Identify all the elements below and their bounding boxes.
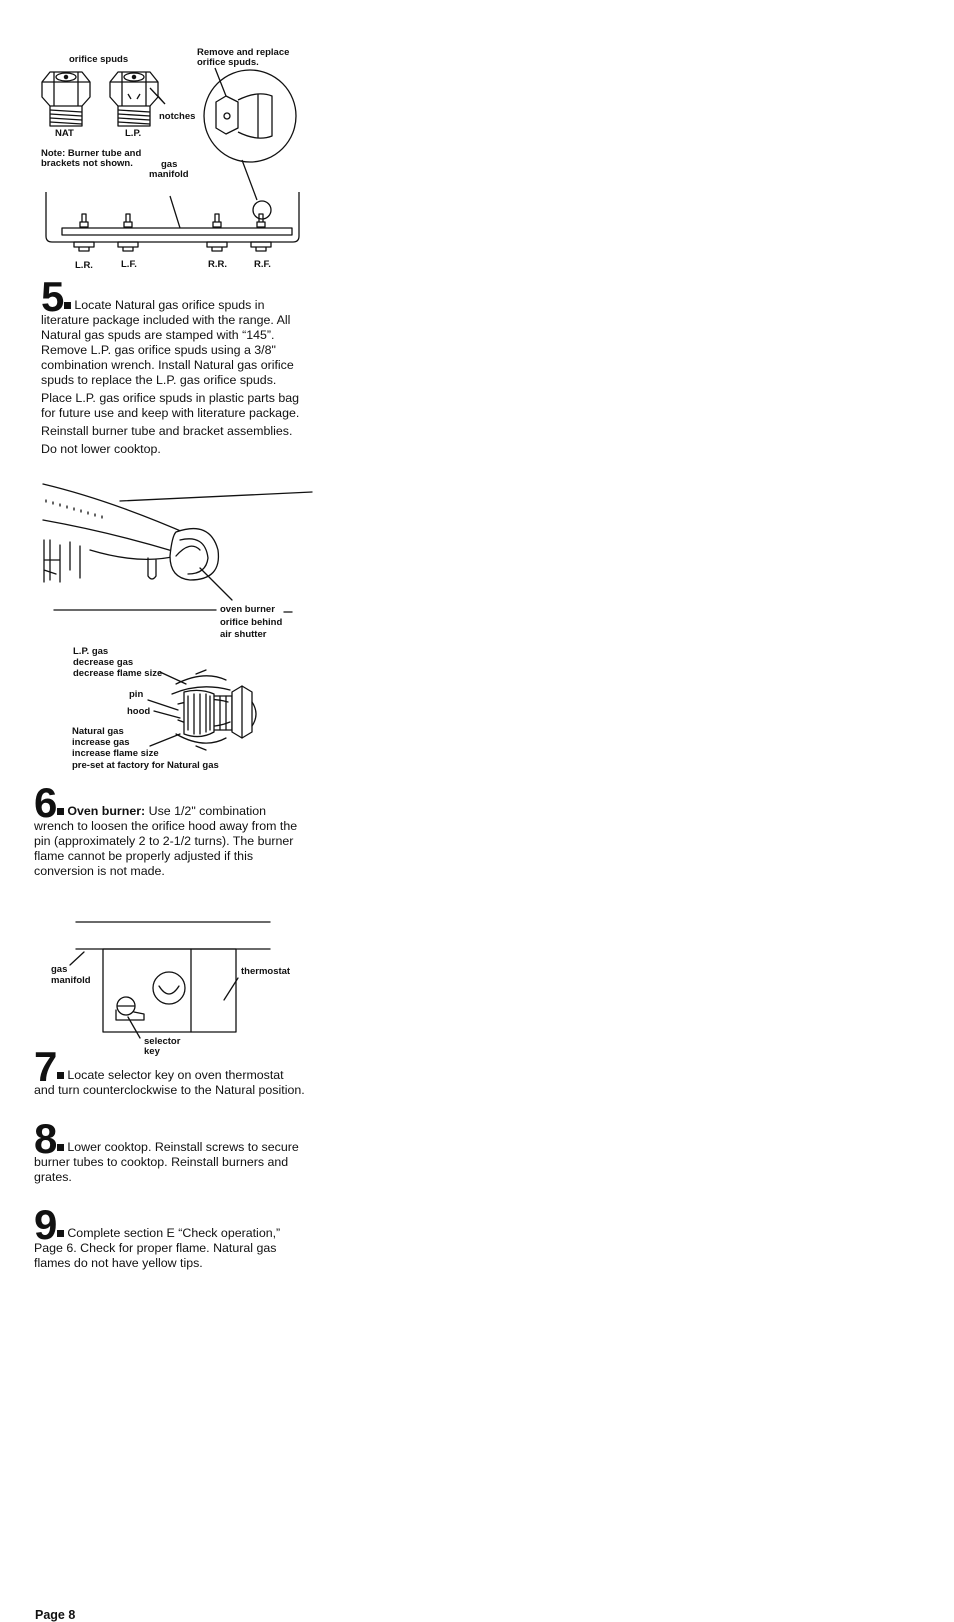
figure-thermostat	[0, 918, 954, 1068]
label-hood: hood	[127, 706, 151, 717]
label-burner-rf: R.F.	[254, 259, 271, 270]
label-thermostat: thermostat	[241, 966, 291, 977]
label-gas-manifold-t2: manifold	[51, 975, 91, 986]
step-number: 9	[34, 1201, 57, 1248]
step-8-text: Lower cooktop. Reinstall screws to secure burner tubes to cooktop. Reinstall burners and grates.	[34, 1140, 299, 1184]
label-selector-key-2: key	[144, 1046, 160, 1057]
step-5-paragraph-3: Reinstall burner tube and bracket assemblies.	[41, 424, 293, 438]
label-oven-burner-2: orifice behind	[220, 617, 283, 628]
step-9-text: Complete section E “Check operation,” Page 6. Check for proper flame. Natural gas flames do not have yellow tips.	[34, 1226, 281, 1270]
label-notches: notches	[159, 111, 196, 122]
label-orifice-spuds: orifice spuds	[69, 54, 129, 65]
step-6-lead: Oven burner:	[67, 804, 146, 818]
step-9	[34, 1201, 292, 1271]
page-number: Page 8	[35, 1608, 76, 1622]
step-6-text: Use 1/2" combination wrench to loosen the orifice hood away from the pin (approximately 2 to 2-1/2 turns). The burner flame cannot be properly adjusted if this conversion is not made.	[34, 804, 298, 878]
label-gas-manifold-2: manifold	[149, 169, 189, 180]
label-natural-gas-3: increase flame size	[72, 748, 159, 759]
label-burner-lr: L.R.	[75, 260, 93, 271]
label-note-line1: Note: Burner tube and	[41, 148, 142, 159]
label-gas-manifold-1: gas	[161, 159, 178, 170]
label-lp-gas-3: decrease flame size	[73, 668, 163, 679]
label-gas-manifold-t1: gas	[51, 964, 68, 975]
label-remove-replace-line2: orifice spuds.	[197, 57, 259, 68]
label-note-line2: brackets not shown.	[41, 158, 133, 169]
step-number: 8	[34, 1115, 57, 1162]
bullet-square-icon	[57, 1072, 64, 1079]
step-5-paragraph-2: Place L.P. gas orifice spuds in plastic parts bag for future use and keep with literature package.	[41, 391, 300, 420]
step-number: 5	[41, 273, 64, 320]
bullet-square-icon	[57, 808, 64, 815]
label-oven-burner-1: oven burner	[220, 604, 275, 615]
label-pin: pin	[129, 689, 144, 700]
orifice-spuds-illustration	[0, 0, 954, 300]
step-8	[34, 1115, 304, 1185]
bullet-square-icon	[57, 1144, 64, 1151]
label-oven-burner-3: air shutter	[220, 629, 267, 640]
figure-orifice-spuds	[0, 0, 954, 300]
label-selector-key-1: selector	[144, 1036, 181, 1047]
step-number: 6	[34, 779, 57, 826]
step-7-text: Locate selector key on oven thermostat and turn counterclockwise to the Natural position.	[34, 1068, 305, 1097]
step-6	[34, 779, 304, 879]
label-burner-rr: R.R.	[208, 259, 227, 270]
label-natural-gas-1: Natural gas	[72, 726, 124, 737]
label-natural-gas-2: increase gas	[72, 737, 130, 748]
oven-burner-illustration	[0, 470, 954, 780]
step-number: 7	[34, 1043, 57, 1090]
step-5-paragraph-4: Do not lower cooktop.	[41, 442, 161, 456]
label-remove-replace-line1: Remove and replace	[197, 47, 290, 58]
label-lp-gas-1: L.P. gas	[73, 646, 109, 657]
bullet-square-icon	[64, 302, 71, 309]
step-7	[34, 1043, 306, 1098]
label-natural-gas-4: pre-set at factory for Natural gas	[72, 760, 219, 771]
bullet-square-icon	[57, 1230, 64, 1237]
step-5-paragraph-1: Locate Natural gas orifice spuds in literature package included with the range. All Natural gas spuds are stamped with “145”. Remove L.P. gas orifice spuds using a 3/8" combination wrench. Install Natural gas orifice spuds to replace the L.P. gas orifice spuds.	[41, 298, 294, 387]
step-5	[41, 273, 303, 457]
label-nat: NAT	[55, 128, 74, 139]
figure-oven-burner	[0, 470, 954, 780]
label-lp-gas-2: decrease gas	[73, 657, 134, 668]
label-lp: L.P.	[125, 128, 142, 139]
label-burner-lf: L.F.	[121, 259, 137, 270]
